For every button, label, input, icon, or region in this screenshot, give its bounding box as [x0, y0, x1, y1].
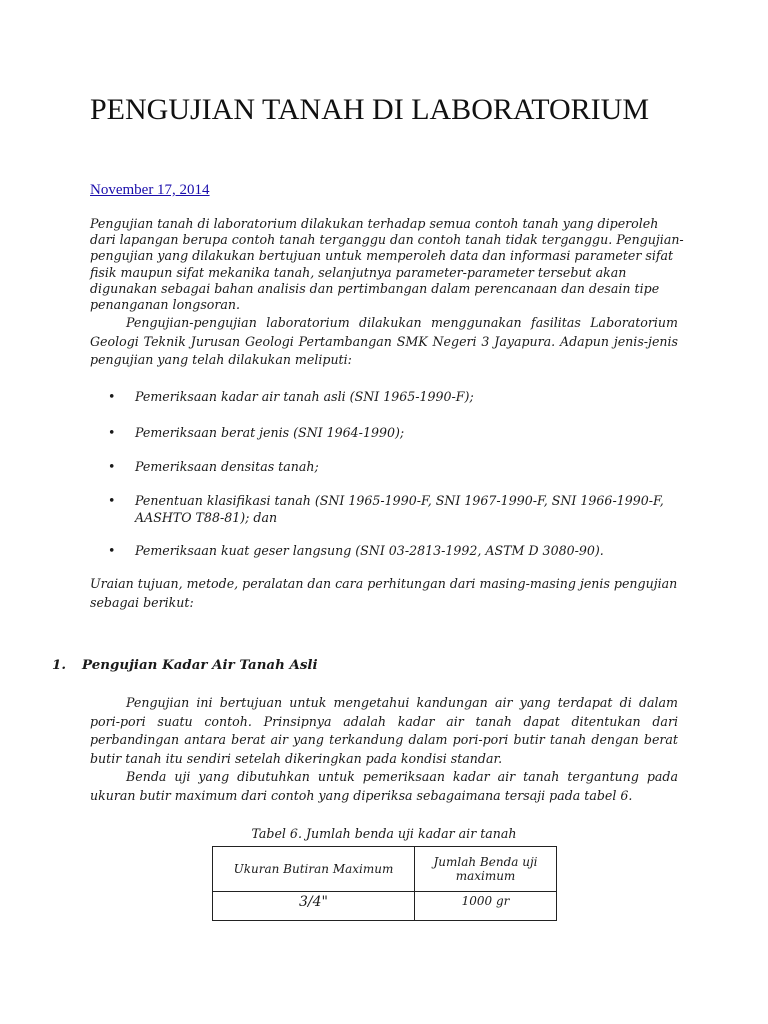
- list-item: [108, 458, 688, 475]
- section-paragraph-1: Pengujian ini bertujuan untuk mengetahui kandungan air yang terdapat di dalam pori-pori suatu contoh. Prinsipnya adalah kadar air tanah dapat ditentukan dari perbandingan antara berat air yang terkandung dalam pori-pori butir tanah dengan berat butir tanah itu sendiri setelah dikeringkan pada kondisi standar.: [90, 695, 678, 766]
- list-item-text: Pemeriksaan kuat geser langsung (SNI 03-2813-1992, ASTM D 3080-90).: [135, 543, 604, 558]
- list-item-text: Pemeriksaan kadar air tanah asli (SNI 1965-1990-F);: [135, 389, 474, 404]
- sample-amount-table: [212, 846, 557, 921]
- lab-paragraph: Pengujian-pengujian laboratorium dilakukan menggunakan fasilitas Laboratorium Geologi Teknik Jurusan Geologi Pertambangan SMK Negeri 3 Jayapura. Adapun jenis-jenis pengujian yang telah dilakukan meliputi:: [90, 315, 678, 368]
- list-item: [108, 492, 688, 526]
- section-heading-text: Pengujian Kadar Air Tanah Asli: [82, 657, 318, 673]
- bullet-icon: •: [108, 425, 116, 440]
- table-caption: Tabel 6. Jumlah benda uji kadar air tanah: [251, 826, 517, 841]
- table-header-cell: Jumlah Benda uji maximum: [415, 847, 557, 892]
- post-date-link[interactable]: November 17, 2014: [90, 182, 210, 198]
- bullet-icon: •: [108, 543, 116, 558]
- page-title: PENGUJIAN TANAH DI LABORATORIUM: [90, 93, 649, 126]
- bullet-icon: •: [108, 493, 116, 508]
- description-paragraph: Uraian tujuan, metode, peralatan dan cara perhitungan dari masing-masing jenis pengujian sebagai berikut:: [90, 576, 678, 610]
- intro-paragraph: Pengujian tanah di laboratorium dilakukan terhadap semua contoh tanah yang diperoleh dari lapangan berupa contoh tanah terganggu dan contoh tanah tidak terganggu. Pengujian-pengujian yang dilakukan bertujuan untuk memperoleh data dan informasi parameter sifat fisik maupun sifat mekanika tanah, selanjutnya parameter-parameter tersebut akan digunakan sebagai bahan analisis dan pertimbangan dalam perencanaan dan desain tipe penanganan longsoran.: [90, 216, 684, 313]
- bullet-icon: •: [108, 389, 116, 404]
- list-item-text: Pemeriksaan berat jenis (SNI 1964-1990);: [135, 425, 405, 440]
- section-number: 1.: [52, 657, 66, 673]
- list-item: [108, 424, 688, 441]
- list-item: [108, 388, 688, 405]
- list-item: [108, 542, 688, 559]
- list-item-text: Penentuan klasifikasi tanah (SNI 1965-1990-F, SNI 1967-1990-F, SNI 1966-1990-F, AASHTO T88-81); dan: [135, 493, 664, 525]
- table-header-row: [213, 847, 557, 892]
- table-cell: 3/4": [213, 892, 415, 921]
- table-header-cell: Ukuran Butiran Maximum: [213, 847, 415, 892]
- list-item-text: Pemeriksaan densitas tanah;: [135, 459, 319, 474]
- bullet-icon: •: [108, 459, 116, 474]
- section-heading: [52, 657, 652, 673]
- table-cell: 1000 gr: [415, 892, 557, 921]
- table-row: [213, 892, 557, 921]
- section-paragraph-2: Benda uji yang dibutuhkan untuk pemeriksaan kadar air tanah tergantung pada ukuran butir maximum dari contoh yang diperiksa sebagaimana tersaji pada tabel 6.: [90, 769, 678, 803]
